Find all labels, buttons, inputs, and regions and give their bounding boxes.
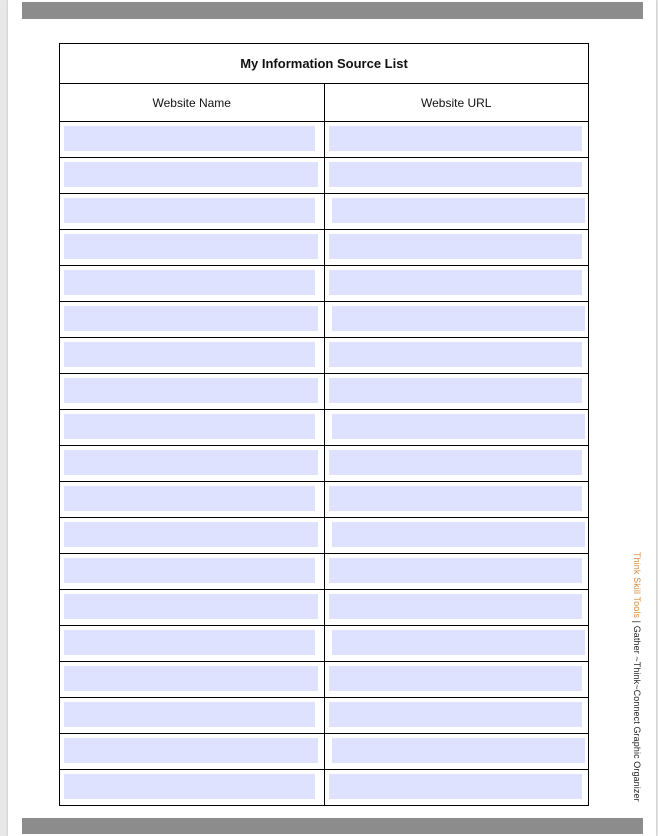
website-url-field[interactable] <box>332 306 586 331</box>
website-name-field[interactable] <box>64 414 315 439</box>
website-name-cell <box>60 770 325 806</box>
table-row <box>60 590 589 626</box>
column-header-website-name: Website Name <box>60 84 325 122</box>
website-url-field[interactable] <box>329 162 583 187</box>
table-row <box>60 374 589 410</box>
website-name-cell <box>60 590 325 626</box>
footer-bar <box>22 818 643 834</box>
website-name-field[interactable] <box>64 162 318 187</box>
website-url-cell <box>324 482 589 518</box>
website-url-field[interactable] <box>329 666 583 691</box>
website-url-field[interactable] <box>329 774 583 799</box>
website-name-field[interactable] <box>64 702 315 727</box>
website-name-field[interactable] <box>64 486 315 511</box>
website-url-field[interactable] <box>329 126 583 151</box>
table-row <box>60 482 589 518</box>
website-name-field[interactable] <box>64 738 318 763</box>
table-row <box>60 266 589 302</box>
website-url-field[interactable] <box>332 630 586 655</box>
document-page <box>8 0 656 836</box>
website-url-cell <box>324 338 589 374</box>
website-url-field[interactable] <box>329 342 583 367</box>
website-url-cell <box>324 374 589 410</box>
header-bar <box>22 2 643 19</box>
column-header-website-url: Website URL <box>324 84 589 122</box>
page-title: My Information Source List <box>60 44 589 84</box>
table-row <box>60 626 589 662</box>
website-url-field[interactable] <box>329 450 583 475</box>
website-url-field[interactable] <box>332 738 586 763</box>
website-name-field[interactable] <box>64 306 318 331</box>
website-name-field[interactable] <box>64 774 315 799</box>
brand-label: Think Skill Tools <box>632 552 642 619</box>
website-url-cell <box>324 518 589 554</box>
website-name-cell <box>60 194 325 230</box>
website-name-cell <box>60 266 325 302</box>
website-name-field[interactable] <box>64 558 315 583</box>
website-name-field[interactable] <box>64 594 318 619</box>
credit-separator: | <box>632 618 642 626</box>
website-url-field[interactable] <box>332 522 586 547</box>
website-name-field[interactable] <box>64 666 318 691</box>
website-name-cell <box>60 482 325 518</box>
table-row <box>60 698 589 734</box>
table-row <box>60 410 589 446</box>
website-name-cell <box>60 554 325 590</box>
website-url-cell <box>324 770 589 806</box>
website-url-field[interactable] <box>329 234 583 259</box>
website-url-cell <box>324 122 589 158</box>
table-row <box>60 230 589 266</box>
table-row <box>60 734 589 770</box>
table-row <box>60 770 589 806</box>
website-name-field[interactable] <box>64 342 315 367</box>
website-url-cell <box>324 302 589 338</box>
website-name-cell <box>60 662 325 698</box>
website-name-cell <box>60 338 325 374</box>
website-url-cell <box>324 590 589 626</box>
table-row <box>60 158 589 194</box>
table-row <box>60 554 589 590</box>
table-body <box>60 122 589 806</box>
source-list-table <box>59 43 589 806</box>
website-url-cell <box>324 554 589 590</box>
website-url-field[interactable] <box>329 594 583 619</box>
website-name-cell <box>60 374 325 410</box>
website-url-field[interactable] <box>332 414 586 439</box>
website-name-field[interactable] <box>64 270 315 295</box>
organizer-subtitle: Gather ~Think~Connect Graphic Organizer <box>632 625 642 802</box>
website-name-cell <box>60 626 325 662</box>
website-name-field[interactable] <box>64 234 318 259</box>
website-url-cell <box>324 230 589 266</box>
website-url-cell <box>324 446 589 482</box>
website-url-field[interactable] <box>329 378 583 403</box>
website-name-field[interactable] <box>64 522 318 547</box>
table-row <box>60 194 589 230</box>
website-name-field[interactable] <box>64 630 315 655</box>
website-name-cell <box>60 734 325 770</box>
website-url-cell <box>324 158 589 194</box>
website-url-field[interactable] <box>329 486 583 511</box>
website-url-field[interactable] <box>329 558 583 583</box>
website-name-field[interactable] <box>64 126 315 151</box>
website-name-cell <box>60 122 325 158</box>
website-name-cell <box>60 410 325 446</box>
website-name-cell <box>60 302 325 338</box>
website-name-cell <box>60 698 325 734</box>
website-url-cell <box>324 194 589 230</box>
website-name-field[interactable] <box>64 450 318 475</box>
table-row <box>60 662 589 698</box>
website-name-field[interactable] <box>64 378 318 403</box>
table-row <box>60 446 589 482</box>
table-row <box>60 302 589 338</box>
footer-credit <box>632 552 642 802</box>
website-url-field[interactable] <box>329 270 583 295</box>
table-row <box>60 338 589 374</box>
website-name-cell <box>60 158 325 194</box>
website-url-field[interactable] <box>332 198 586 223</box>
website-url-cell <box>324 734 589 770</box>
website-url-cell <box>324 662 589 698</box>
website-name-cell <box>60 230 325 266</box>
website-name-field[interactable] <box>64 198 315 223</box>
table-row <box>60 518 589 554</box>
website-url-cell <box>324 410 589 446</box>
website-url-cell <box>324 698 589 734</box>
website-url-cell <box>324 266 589 302</box>
website-name-cell <box>60 518 325 554</box>
website-url-cell <box>324 626 589 662</box>
table-row <box>60 122 589 158</box>
website-name-cell <box>60 446 325 482</box>
website-url-field[interactable] <box>329 702 583 727</box>
